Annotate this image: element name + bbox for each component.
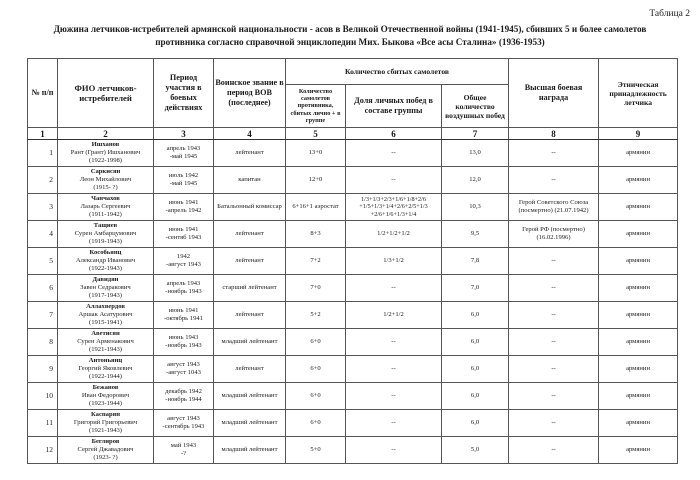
period-start: июнь 1943 bbox=[168, 334, 199, 341]
period-end: -апрель 1942 bbox=[165, 207, 202, 214]
column-number: 2 bbox=[58, 128, 154, 140]
header-kills: Количество самолетов противника, сбитых лично + в группе bbox=[286, 85, 346, 128]
pilot-surname: Саркисян bbox=[90, 168, 121, 175]
ethnic-cell: армянин bbox=[599, 383, 678, 410]
pilot-given-name: Александр Иванович bbox=[75, 257, 136, 264]
period-cell bbox=[154, 248, 214, 275]
column-number: 5 bbox=[286, 128, 346, 140]
table-row bbox=[28, 383, 678, 410]
share-cell: -- bbox=[346, 410, 442, 437]
rank-cell: младший лейтенант bbox=[214, 437, 286, 464]
table-row bbox=[28, 248, 678, 275]
period-end: -август 1043 bbox=[166, 369, 201, 376]
share-cell: -- bbox=[346, 275, 442, 302]
rank-cell: младший лейтенант bbox=[214, 410, 286, 437]
header-total: Общее количество воздушных побед bbox=[442, 85, 509, 128]
column-number: 9 bbox=[599, 128, 678, 140]
total-cell: 7,8 bbox=[442, 248, 509, 275]
pilot-given-name: Леон Михайлович bbox=[79, 176, 132, 183]
award-cell: Герой Советского Союза (посмертно) (21.07.1942) bbox=[509, 194, 599, 221]
pilot-surname: Беглиров bbox=[91, 438, 120, 445]
pilot-surname: Чанчахов bbox=[91, 195, 120, 202]
award-cell: -- bbox=[509, 383, 599, 410]
header-ethnic: Этническая принадлежность летчика bbox=[599, 59, 678, 128]
pilot-years: (1923-1944) bbox=[89, 400, 122, 407]
period-start: июнь 1941 bbox=[168, 226, 199, 233]
pilot-years: (1922-1943) bbox=[89, 265, 122, 272]
total-cell: 5,0 bbox=[442, 437, 509, 464]
period-cell bbox=[154, 167, 214, 194]
ethnic-cell: армянин bbox=[599, 437, 678, 464]
row-number: 1 bbox=[28, 140, 58, 167]
pilot-years: (1919-1943) bbox=[89, 238, 122, 245]
period-start: июнь 1941 bbox=[168, 199, 199, 206]
pilot-years: (1923- ?) bbox=[93, 454, 118, 461]
award-cell: -- bbox=[509, 410, 599, 437]
pilot-surname: Антоньянц bbox=[88, 357, 123, 364]
ethnic-cell: армянин bbox=[599, 329, 678, 356]
pilot-given-name: Григорий Григорьевич bbox=[73, 419, 138, 426]
pilot-name-cell bbox=[58, 221, 154, 248]
period-end: -май 1945 bbox=[169, 153, 198, 160]
row-number: 12 bbox=[28, 437, 58, 464]
header-number: № п/п bbox=[28, 59, 58, 128]
table-row bbox=[28, 221, 678, 248]
ethnic-cell: армянин bbox=[599, 275, 678, 302]
column-number: 7 bbox=[442, 128, 509, 140]
table-row bbox=[28, 329, 678, 356]
pilot-given-name: Георгий Яковлевич bbox=[78, 365, 133, 372]
ethnic-cell: армянин bbox=[599, 248, 678, 275]
header-share: Доля личных побед в составе группы bbox=[346, 85, 442, 128]
period-cell bbox=[154, 329, 214, 356]
pilot-given-name: Сурен Арменакович bbox=[77, 338, 134, 345]
pilot-given-name: Лазарь Сергеевич bbox=[80, 203, 131, 210]
period-start: июль 1942 bbox=[168, 172, 199, 179]
table-row bbox=[28, 275, 678, 302]
pilot-name-cell bbox=[58, 329, 154, 356]
rank-cell: лейтенант bbox=[214, 221, 286, 248]
share-cell: 1/3+1/2 bbox=[346, 248, 442, 275]
column-number-row bbox=[28, 128, 678, 140]
table-row bbox=[28, 194, 678, 221]
pilot-given-name: Завен Седракович bbox=[80, 284, 131, 291]
period-start: август 1943 bbox=[167, 361, 200, 368]
award-cell: -- bbox=[509, 167, 599, 194]
period-end: -ноябрь 1943 bbox=[165, 342, 202, 349]
header-name: ФИО летчиков-истребителей bbox=[58, 59, 154, 128]
rank-cell: капитан bbox=[214, 167, 286, 194]
total-cell: 12,0 bbox=[442, 167, 509, 194]
pilot-name-cell bbox=[58, 437, 154, 464]
period-start: август 1943 bbox=[167, 415, 200, 422]
total-cell: 9,5 bbox=[442, 221, 509, 248]
period-cell bbox=[154, 437, 214, 464]
table-row bbox=[28, 167, 678, 194]
header-rank: Воинское звание в период ВОВ (последнее) bbox=[214, 59, 286, 128]
ethnic-cell: армянин bbox=[599, 140, 678, 167]
pilot-years: (1917-1943) bbox=[89, 292, 122, 299]
period-cell bbox=[154, 140, 214, 167]
pilot-name-cell bbox=[58, 383, 154, 410]
pilot-name-cell bbox=[58, 275, 154, 302]
period-start: май 1943 bbox=[170, 442, 197, 449]
pilot-given-name: Аршак Асатурович bbox=[78, 311, 133, 318]
rank-cell: младший лейтенант bbox=[214, 329, 286, 356]
document-title bbox=[0, 23, 700, 49]
ethnic-cell: армянин bbox=[599, 302, 678, 329]
pilot-name-cell bbox=[58, 167, 154, 194]
header-group-kills: Количество сбитых самолетов bbox=[286, 59, 509, 85]
period-start: декабрь 1942 bbox=[165, 388, 202, 395]
pilot-given-name: Иван Федорович bbox=[81, 392, 130, 399]
pilot-years: (1911-1942) bbox=[89, 211, 122, 218]
table-row bbox=[28, 302, 678, 329]
share-cell: -- bbox=[346, 140, 442, 167]
period-end: -? bbox=[180, 450, 187, 457]
kills-cell: 8+3 bbox=[286, 221, 346, 248]
share-cell: -- bbox=[346, 437, 442, 464]
total-cell: 6,0 bbox=[442, 356, 509, 383]
header-award: Высшая боевая награда bbox=[509, 59, 599, 128]
row-number: 9 bbox=[28, 356, 58, 383]
total-cell: 7,0 bbox=[442, 275, 509, 302]
total-cell: 6,0 bbox=[442, 383, 509, 410]
pilot-surname: Каспарян bbox=[90, 411, 121, 418]
row-number: 11 bbox=[28, 410, 58, 437]
row-number: 8 bbox=[28, 329, 58, 356]
period-start: апрель 1943 bbox=[166, 280, 201, 287]
total-cell: 10,3 bbox=[442, 194, 509, 221]
column-number: 4 bbox=[214, 128, 286, 140]
period-cell bbox=[154, 275, 214, 302]
ethnic-cell: армянин bbox=[599, 194, 678, 221]
period-cell bbox=[154, 410, 214, 437]
award-cell: -- bbox=[509, 329, 599, 356]
table-row bbox=[28, 140, 678, 167]
share-cell: -- bbox=[346, 167, 442, 194]
pilot-name-cell bbox=[58, 248, 154, 275]
table-label: Таблица 2 bbox=[649, 9, 690, 19]
kills-cell: 6+0 bbox=[286, 410, 346, 437]
pilot-years: (1915-1941) bbox=[89, 319, 122, 326]
table-row bbox=[28, 437, 678, 464]
share-cell: -- bbox=[346, 356, 442, 383]
pilot-name-cell bbox=[58, 140, 154, 167]
kills-cell: 6+16+1 аэростат bbox=[286, 194, 346, 221]
ethnic-cell: армянин bbox=[599, 221, 678, 248]
row-number: 7 bbox=[28, 302, 58, 329]
pilot-name-cell bbox=[58, 194, 154, 221]
header-period: Период участия в боевых действиях bbox=[154, 59, 214, 128]
ethnic-cell: армянин bbox=[599, 410, 678, 437]
pilot-name-cell bbox=[58, 302, 154, 329]
pilot-given-name: Сурен Амбарцумович bbox=[74, 230, 137, 237]
kills-cell: 7+0 bbox=[286, 275, 346, 302]
total-cell: 6,0 bbox=[442, 302, 509, 329]
pilot-given-name: Рант (Грант) Ишханович bbox=[70, 149, 141, 156]
award-cell: Герой РФ (посмертно) (16.02.1996) bbox=[509, 221, 599, 248]
period-start: 1942 bbox=[176, 253, 191, 260]
share-cell: 1/3+1/3+2/3+1/6+1/8+2/6 +1/5+1/3+1/4+2/6+2/5+1/3 +2/6+1/6+1/3+1/4 bbox=[346, 194, 442, 221]
pilot-years: (1921-1943) bbox=[89, 427, 122, 434]
share-cell: -- bbox=[346, 329, 442, 356]
period-start: июнь 1941 bbox=[168, 307, 199, 314]
table-body bbox=[28, 140, 678, 464]
pilot-given-name: Сергей Джавадович bbox=[77, 446, 134, 453]
title-line-2: противника согласно справочной энциклопедии Мих. Быкова «Все асы Сталина» (1936-1953) bbox=[155, 37, 545, 47]
rank-cell: лейтенант bbox=[214, 356, 286, 383]
kills-cell: 13+0 bbox=[286, 140, 346, 167]
pilot-surname: Давидян bbox=[92, 276, 119, 283]
pilot-surname: Тащиев bbox=[93, 222, 118, 229]
kills-cell: 6+0 bbox=[286, 356, 346, 383]
pilot-years: (1915- ?) bbox=[93, 184, 118, 191]
kills-cell: 12+0 bbox=[286, 167, 346, 194]
row-number: 10 bbox=[28, 383, 58, 410]
pilot-years: (1922-1998) bbox=[89, 157, 122, 164]
pilot-years: (1922-1944) bbox=[89, 373, 122, 380]
award-cell: -- bbox=[509, 140, 599, 167]
table-row bbox=[28, 356, 678, 383]
column-number: 1 bbox=[28, 128, 58, 140]
period-cell bbox=[154, 194, 214, 221]
period-cell bbox=[154, 356, 214, 383]
period-cell bbox=[154, 383, 214, 410]
kills-cell: 5+2 bbox=[286, 302, 346, 329]
total-cell: 6,0 bbox=[442, 410, 509, 437]
table-row bbox=[28, 410, 678, 437]
rank-cell: младший лейтенант bbox=[214, 383, 286, 410]
pilot-surname: Кособьянц bbox=[89, 249, 122, 256]
kills-cell: 5+0 bbox=[286, 437, 346, 464]
period-end: -август 1943 bbox=[166, 261, 201, 268]
rank-cell: старший лейтенант bbox=[214, 275, 286, 302]
award-cell: -- bbox=[509, 302, 599, 329]
row-number: 2 bbox=[28, 167, 58, 194]
rank-cell: лейтенант bbox=[214, 302, 286, 329]
total-cell: 6,0 bbox=[442, 329, 509, 356]
pilot-surname: Аллахвердов bbox=[86, 303, 125, 310]
share-cell: 1/2+1/2+1/2 bbox=[346, 221, 442, 248]
row-number: 3 bbox=[28, 194, 58, 221]
period-end: -май 1945 bbox=[169, 180, 198, 187]
pilot-surname: Ишханов bbox=[91, 141, 120, 148]
kills-cell: 6+0 bbox=[286, 329, 346, 356]
pilot-name-cell bbox=[58, 410, 154, 437]
award-cell: -- bbox=[509, 437, 599, 464]
period-end: -ноябрь 1943 bbox=[165, 288, 202, 295]
row-number: 5 bbox=[28, 248, 58, 275]
row-number: 4 bbox=[28, 221, 58, 248]
rank-cell: Батальонный комиссар bbox=[214, 194, 286, 221]
ethnic-cell: армянин bbox=[599, 356, 678, 383]
period-end: -октябрь 1941 bbox=[164, 315, 203, 322]
period-end: -сентябрь 1943 bbox=[162, 423, 205, 430]
period-end: -ноябрь 1944 bbox=[165, 396, 202, 403]
pilot-surname: Бежанов bbox=[92, 384, 119, 391]
period-end: -сентяб 1943 bbox=[165, 234, 202, 241]
pilot-years: (1921-1943) bbox=[89, 346, 122, 353]
period-cell bbox=[154, 221, 214, 248]
total-cell: 13,0 bbox=[442, 140, 509, 167]
ethnic-cell: армянин bbox=[599, 167, 678, 194]
period-cell bbox=[154, 302, 214, 329]
share-cell: -- bbox=[346, 383, 442, 410]
column-number: 6 bbox=[346, 128, 442, 140]
rank-cell: лейтенант bbox=[214, 248, 286, 275]
column-number: 8 bbox=[509, 128, 599, 140]
row-number: 6 bbox=[28, 275, 58, 302]
period-start: апрель 1943 bbox=[166, 145, 201, 152]
pilot-name-cell bbox=[58, 356, 154, 383]
pilot-surname: Аветисян bbox=[91, 330, 120, 337]
title-line-1: Дюжина летчиков-истребителей армянской национальности - асов в Великой Отечественной войны (1941-1945), сбивших 5 и более самолетов bbox=[53, 24, 647, 34]
column-number: 3 bbox=[154, 128, 214, 140]
award-cell: -- bbox=[509, 275, 599, 302]
share-cell: 1/2+1/2 bbox=[346, 302, 442, 329]
kills-cell: 7+2 bbox=[286, 248, 346, 275]
award-cell: -- bbox=[509, 356, 599, 383]
award-cell: -- bbox=[509, 248, 599, 275]
rank-cell: лейтенант bbox=[214, 140, 286, 167]
aces-table bbox=[27, 58, 678, 464]
kills-cell: 6+0 bbox=[286, 383, 346, 410]
